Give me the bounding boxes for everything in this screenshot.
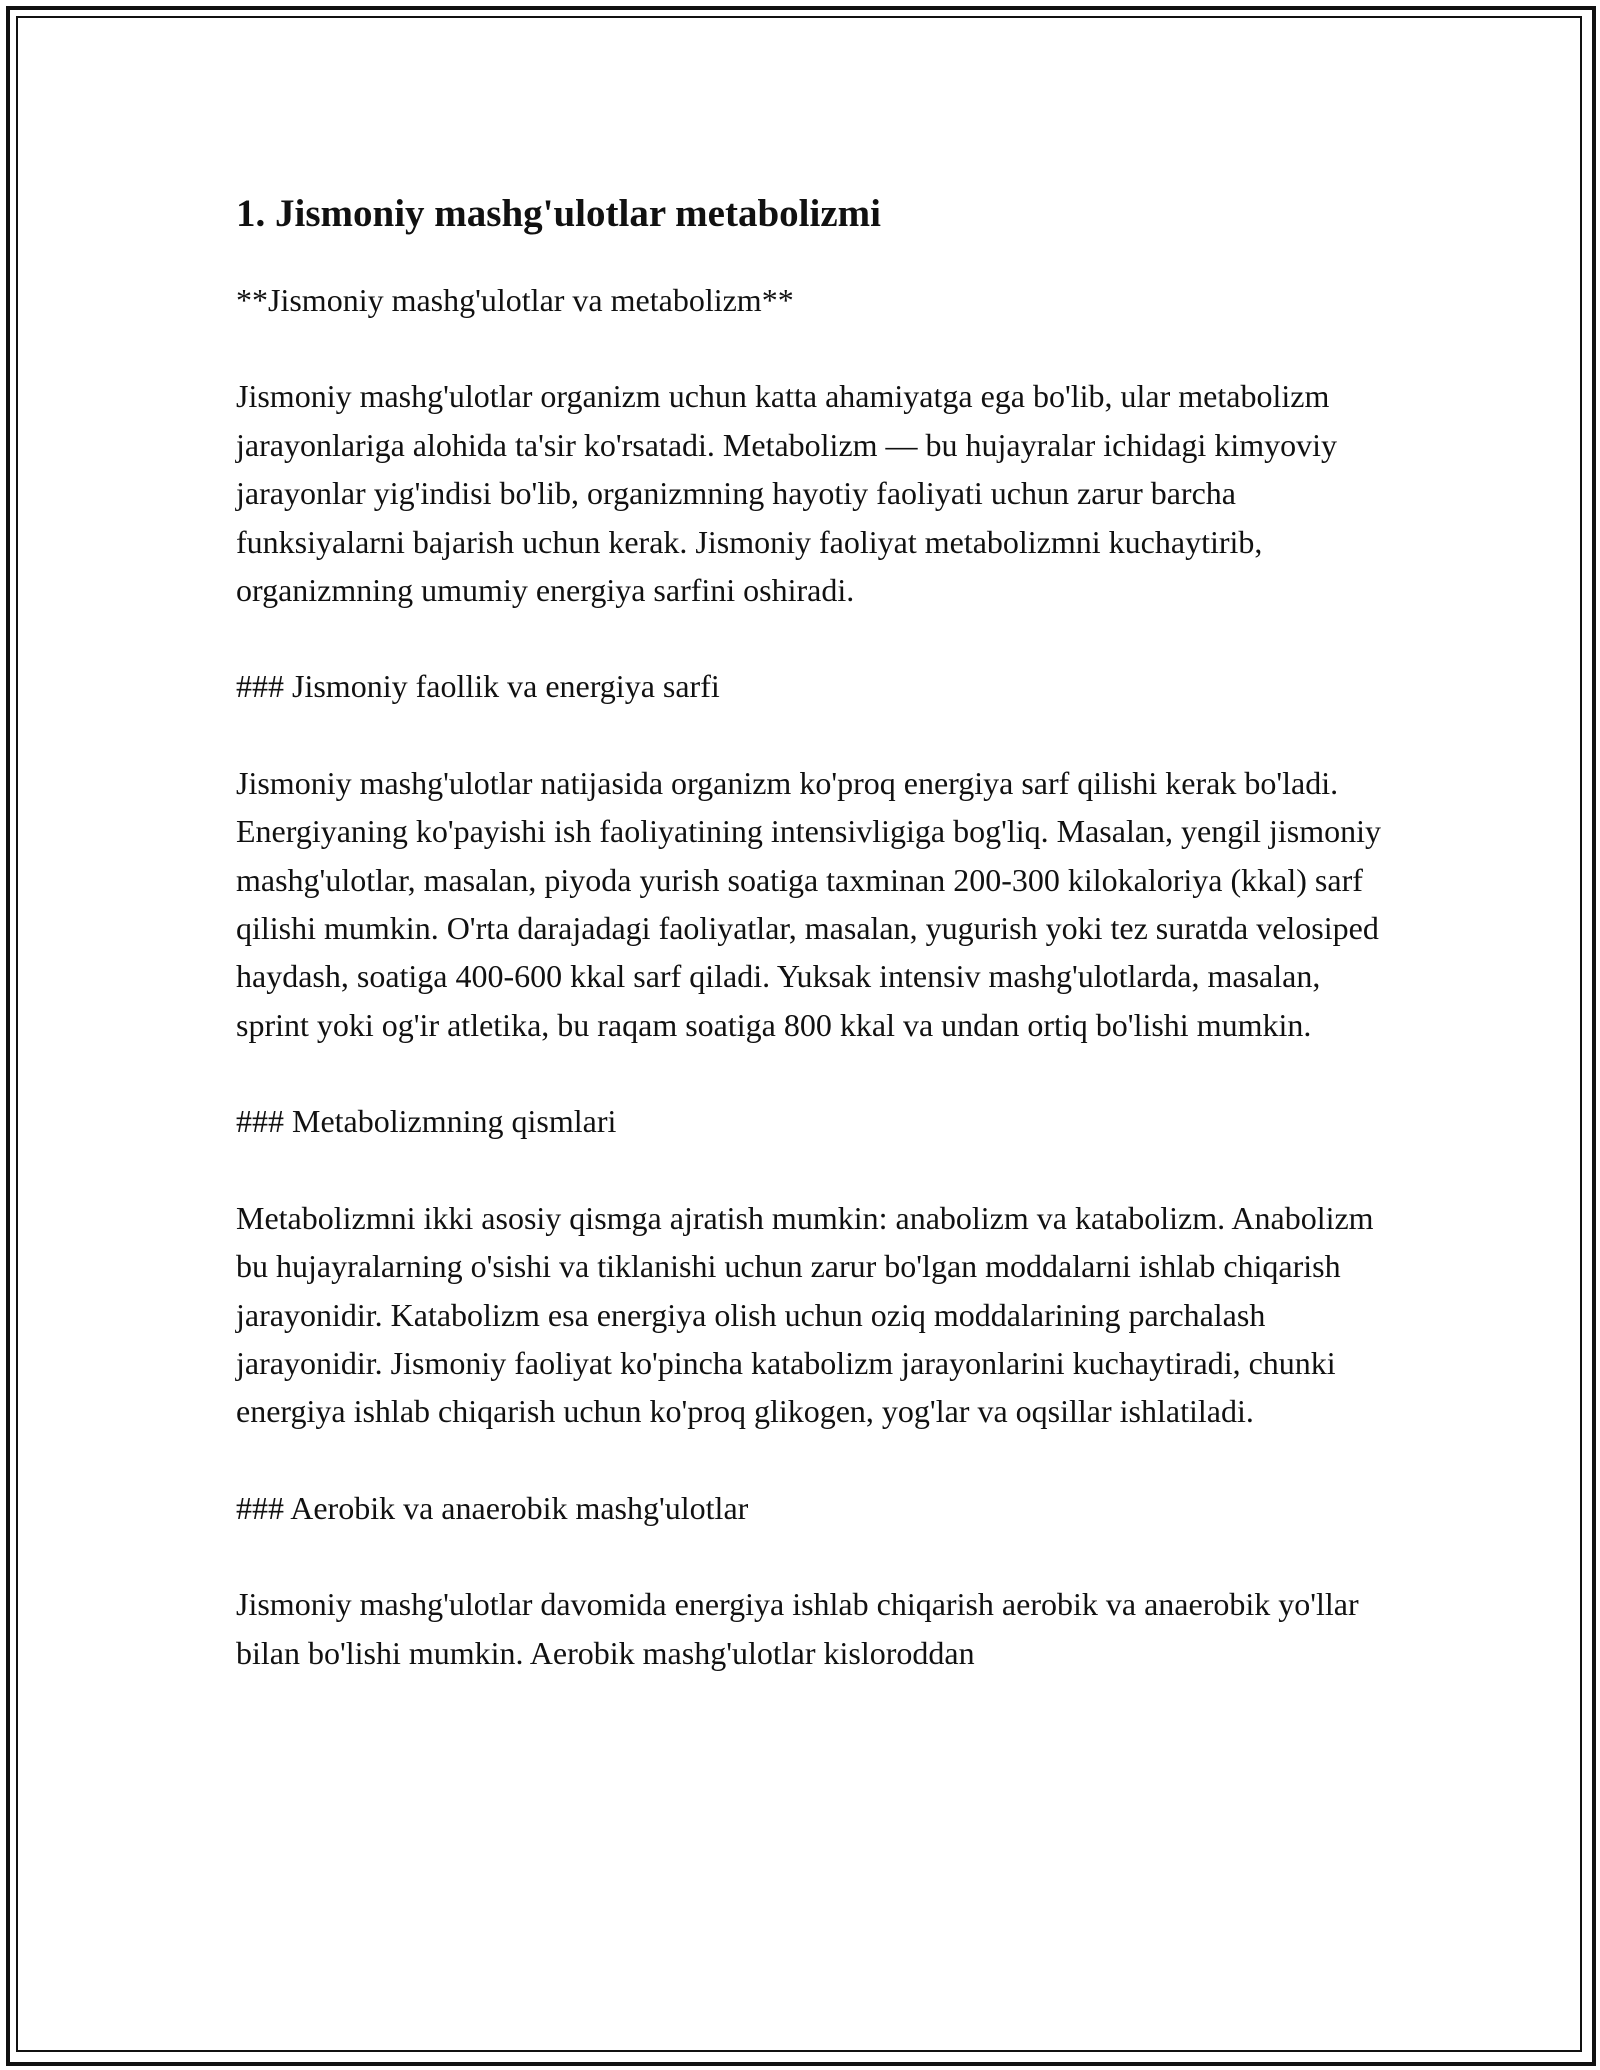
document-body xyxy=(236,186,1386,1725)
section-heading-energy: ### Jismoniy faollik va energiya sarfi xyxy=(236,668,720,705)
section-body-aerobic: Jismoniy mashg'ulotlar davomida energiya ishlab chiqarish aerobik va anaerobik yo'llar bilan bo'lishi mumkin. Aerobik mashg'ulotlar kisloroddan xyxy=(236,1586,1359,1671)
document-subtitle: **Jismoniy mashg'ulotlar va metabolizm** xyxy=(236,282,794,318)
section-body-metabolism-parts: Metabolizmni ikki asosiy qismga ajratish mumkin: anabolizm va katabolizm. Anabolizm bu hujayralarning o'sishi va tiklanishi uchun zarur bo'lgan moddalarni ishlab chiqarish jarayonidir. Katabolizm esa energiya olish uchun oziq moddalarining parchalash jarayonidir. Jismoniy faoliyat ko'pincha katabolizm jarayonlarini kuchaytiradi, chunki energiya ishlab chiqarish uchun ko'proq glikogen, yog'lar va oqsillar ishlatiladi. xyxy=(236,1199,1374,1430)
intro-paragraph: Jismoniy mashg'ulotlar organizm uchun katta ahamiyatga ega bo'lib, ular metabolizm jarayonlariga alohida ta'sir ko'rsatadi. Metabolizm — bu hujayralar ichidagi kimyoviy jarayonlar yig'indisi bo'lib, organizmning hayotiy faoliyati uchun zarur barcha funksiyalarni bajarish uchun kerak. Jismoniy faoliyat metabolizmni kuchaytirib, organizmning umumiy energiya sarfini oshiradi. xyxy=(236,378,1337,609)
section-body-energy: Jismoniy mashg'ulotlar natijasida organizm ko'proq energiya sarf qilishi kerak bo'ladi. Energiyaning ko'payishi ish faoliyatining intensivligiga bog'liq. Masalan, yengil jismoniy mashg'ulotlar, masalan, piyoda yurish soatiga taxminan 200-300 kilokaloriya (kkal) sarf qilishi mumkin. O'rta darajadagi faoliyatlar, masalan, yugurish yoki tez suratda velosiped haydash, soatiga 400-600 kkal sarf qiladi. Yuksak intensiv mashg'ulotlarda, masalan, sprint yoki og'ir atletika, bu raqam soatiga 800 kkal va undan ortiq bo'lishi mumkin. xyxy=(236,764,1382,1043)
document-title: 1. Jismoniy mashg'ulotlar metabolizmi xyxy=(236,192,881,235)
section-heading-metabolism-parts: ### Metabolizmning qismlari xyxy=(236,1103,617,1140)
section-heading-aerobic: ### Aerobik va anaerobik mashg'ulotlar xyxy=(236,1489,749,1526)
